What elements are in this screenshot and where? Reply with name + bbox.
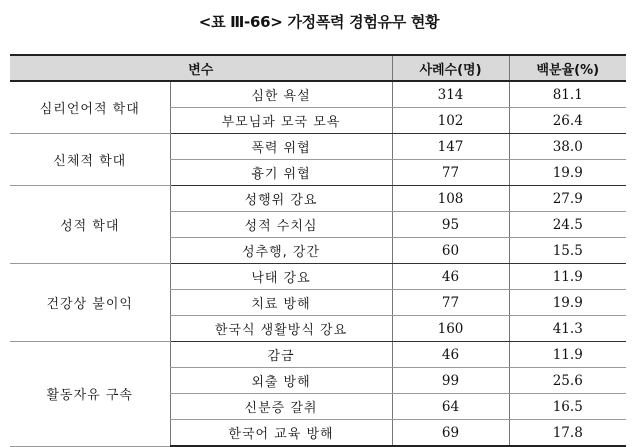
category-cell: 신체적 학대	[10, 134, 170, 186]
category-cell: 심리언어적 학대	[10, 81, 170, 134]
count-cell: 160	[392, 316, 509, 342]
percent-cell: 26.4	[509, 108, 626, 134]
item-cell: 외출 방해	[170, 368, 392, 394]
table-row	[10, 342, 626, 368]
count-cell: 69	[392, 420, 509, 447]
item-cell: 치료 방해	[170, 290, 392, 316]
item-cell: 폭력 위협	[170, 134, 392, 160]
header-variable: 변수	[10, 55, 392, 81]
header-row	[10, 55, 626, 81]
count-cell: 60	[392, 238, 509, 264]
percent-cell: 19.9	[509, 160, 626, 186]
percent-cell: 38.0	[509, 134, 626, 160]
percent-cell: 41.3	[509, 316, 626, 342]
category-cell: 활동자유 구속	[10, 342, 170, 447]
percent-cell: 17.8	[509, 420, 626, 447]
table-title: <표 Ⅲ-66> 가정폭력 경험유무 현황	[198, 13, 440, 31]
header-count: 사례수(명)	[392, 55, 509, 81]
category-cell: 건강상 불이익	[10, 264, 170, 342]
header-percent: 백분율(%)	[509, 55, 626, 81]
count-cell: 64	[392, 394, 509, 420]
count-cell: 147	[392, 134, 509, 160]
domestic-violence-table	[10, 54, 626, 447]
item-cell: 신분증 갈취	[170, 394, 392, 420]
item-cell: 감금	[170, 342, 392, 368]
count-cell: 108	[392, 186, 509, 212]
percent-cell: 81.1	[509, 81, 626, 108]
percent-cell: 11.9	[509, 342, 626, 368]
percent-cell: 11.9	[509, 264, 626, 290]
percent-cell: 24.5	[509, 212, 626, 238]
percent-cell: 27.9	[509, 186, 626, 212]
table-row	[10, 134, 626, 160]
item-cell: 심한 욕설	[170, 81, 392, 108]
item-cell: 낙태 강요	[170, 264, 392, 290]
percent-cell: 15.5	[509, 238, 626, 264]
count-cell: 314	[392, 81, 509, 108]
percent-cell: 16.5	[509, 394, 626, 420]
percent-cell: 25.6	[509, 368, 626, 394]
item-cell: 한국식 생활방식 강요	[170, 316, 392, 342]
table-row	[10, 264, 626, 290]
item-cell: 흉기 위협	[170, 160, 392, 186]
count-cell: 46	[392, 342, 509, 368]
count-cell: 46	[392, 264, 509, 290]
item-cell: 성적 수치심	[170, 212, 392, 238]
count-cell: 95	[392, 212, 509, 238]
table-row	[10, 81, 626, 108]
item-cell: 한국어 교육 방해	[170, 420, 392, 447]
count-cell: 77	[392, 290, 509, 316]
category-cell: 성적 학대	[10, 186, 170, 264]
item-cell: 부모님과 모국 모욕	[170, 108, 392, 134]
percent-cell: 19.9	[509, 290, 626, 316]
count-cell: 77	[392, 160, 509, 186]
table-row	[10, 186, 626, 212]
item-cell: 성행위 강요	[170, 186, 392, 212]
count-cell: 102	[392, 108, 509, 134]
item-cell: 성추행, 강간	[170, 238, 392, 264]
count-cell: 99	[392, 368, 509, 394]
